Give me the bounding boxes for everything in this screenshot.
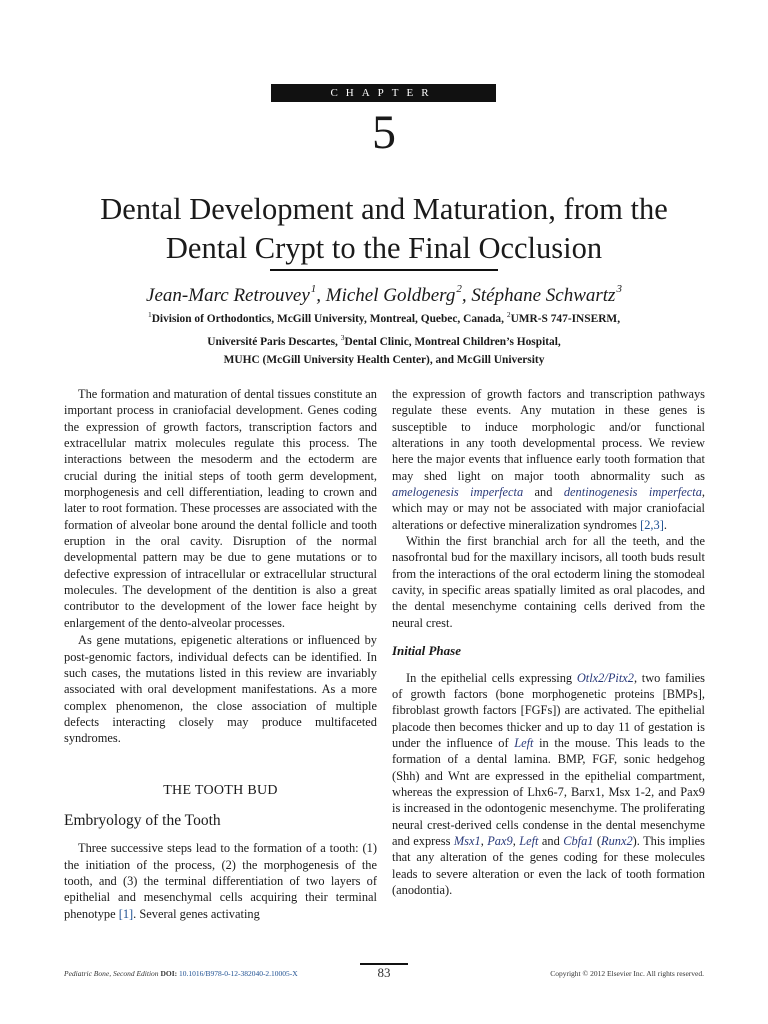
term: dentinogenesis imperfecta xyxy=(563,485,702,500)
author-affil-mark: 1 xyxy=(310,283,317,295)
gene-name: Left xyxy=(519,833,539,848)
citation-link[interactable]: [1] xyxy=(118,906,134,921)
author-name: Stéphane Schwartz xyxy=(471,285,616,306)
affil-text: UMR-S 747-INSERM, xyxy=(510,313,621,325)
gene-name: Msx1 xyxy=(453,833,481,848)
section-heading: THE TOOTH BUD xyxy=(163,782,278,798)
copyright: Copyright © 2012 Elsevier Inc. All rights reserved. xyxy=(550,969,704,978)
gene-name: Runx2 xyxy=(601,833,633,848)
doi-label: DOI: xyxy=(160,969,178,978)
paragraph xyxy=(392,670,705,899)
chapter-label: CHAPTER xyxy=(271,84,496,102)
page-number: 83 xyxy=(360,963,408,981)
gene-name: Cbfa1 xyxy=(563,833,594,848)
paragraph-text: ( xyxy=(593,833,602,848)
title-line-2: Dental Crypt to the Final Occlusion xyxy=(165,231,603,265)
paragraph-text: , xyxy=(512,833,520,848)
paragraph-text: , which may or may not be associated with major craniofacial alterations or defective mineralization syndromes xyxy=(392,485,706,532)
author-list: Jean-Marc Retrouvey$^1$, Michel Goldberg$^2$, Stéphane Schwartz$^3$ xyxy=(146,283,622,306)
gene-name: Otlx2/Pitx2 xyxy=(576,670,634,685)
paragraph: As gene mutations, epigenetic alterations or influenced by post-genomic factors, individual defects can be identified. In such cases, the mutations listed in this review are invariably associated with oral development manifestations. As a more complex phenomenon, the close association of multiple defects interacting closely may produce multifaceted syndromes. xyxy=(64,633,377,746)
term: amelogenesis imperfecta xyxy=(392,485,524,500)
affil-text: Université Paris Descartes, xyxy=(207,335,338,348)
footer-source xyxy=(64,969,298,978)
title-line-1: Dental Development and Maturation, from the xyxy=(100,192,668,226)
subheading: Initial Phase xyxy=(392,643,461,659)
affil-text: Dental Clinic, Montreal Children’s Hospital, xyxy=(344,335,561,348)
paragraph-text: Three successive steps lead to the formation of a tooth: (1) the initiation of the process, (2) the morphogenesis of the tooth, and (3) the terminal differentiation of two layers of epithelial and mesenchymal cells acquiring their terminal phenotype xyxy=(64,841,377,921)
citation-link[interactable]: [2,3] xyxy=(640,517,664,532)
paragraph-text: . xyxy=(663,517,667,532)
author-affil-mark: 2 xyxy=(456,283,462,295)
paragraph: The formation and maturation of dental tissues constitute an important process in craniofacial development. Genes coding the expression of growth factors, transcription factors and extracellular matrix molecules regulate this process. The interactions between the mesoderm and the ectoderm are crucial during the initial steps of tooth germ development, morphogenesis and cell differentiation, leading to crown and later to root formation. These processes are associated with the formation of alveolar bone around the dental follicle and tooth eruption in the oral cavity. Disruption of the normal developmental pattern may be due to gene mutations or to defective expression of intracellular or extracellular structural molecules. The development of the dentition is also a great contributor to the development of the lower face height by enlargement of the dento-alveolar processes. xyxy=(64,387,377,630)
book-title: Pediatric Bone, Second Edition xyxy=(64,969,159,978)
title-rule xyxy=(270,269,498,271)
subheading: Embryology of the Tooth xyxy=(64,811,221,829)
left-column xyxy=(64,386,377,922)
affil-mark: 1 xyxy=(147,310,152,319)
paragraph-text: , xyxy=(480,833,488,848)
paragraph-text: , two families of growth factors (bone morphogenetic proteins [BMPs], fibroblast growth factors [FGFs]) are activated. The epithelial placode then becomes thicker and up to day 11 of gestation is under the influence of xyxy=(392,670,705,750)
paragraph-text: In the epithelial cells expressing xyxy=(406,670,577,685)
author-affil-mark: 3 xyxy=(616,283,622,295)
chapter-number: 5 xyxy=(372,106,396,159)
paragraph-text: and xyxy=(538,833,564,848)
affil-text: Division of Orthodontics, McGill University, Montreal, Quebec, Canada, xyxy=(151,313,504,325)
affiliations xyxy=(80,306,688,370)
paragraph xyxy=(64,840,377,922)
paragraph-text: ). This implies that any alteration of the genes coding for these molecules leads to severe alteration or even the lack of tooth formation (anodontia). xyxy=(392,833,705,897)
paragraph xyxy=(392,386,705,533)
paragraph-text: . Several genes activating xyxy=(133,906,260,921)
right-column xyxy=(392,386,705,898)
paragraph: Within the first branchial arch for all the teeth, and the nasofrontal bud for the maxillary incisors, all tooth buds result from the interactions of the oral ectoderm lining the stomodeal cavity, in specific areas spatially limited as oral placodes, and the dental mesenchyme containing cells derived from the neural crest. xyxy=(392,534,705,630)
affil-mark: 2 xyxy=(506,310,511,319)
author-name: Jean-Marc Retrouvey xyxy=(146,285,310,306)
paragraph-text: and xyxy=(523,485,564,500)
paragraph-text: in the mouse. This leads to the formation of a dental lamina. BMP, FGF, sonic hedgehog (Shh) and Wnt are expressed in the epithelial compartment, whereas the expression of Lhx6-7, Barx1, Msx 1-2, and Pax9 is increased in the odontogenic mesenchyme. The proliferating neural crest-derived cells condense in the dental mesenchyme and express xyxy=(392,735,705,848)
author-name: Michel Goldberg xyxy=(325,285,456,306)
gene-name: Pax9 xyxy=(487,833,513,848)
affil-text: MUHC (McGill University Health Center), and McGill University xyxy=(223,354,545,366)
affil-mark: 3 xyxy=(340,332,345,342)
chapter-title xyxy=(40,190,728,268)
gene-name: Left xyxy=(514,735,534,750)
doi-link[interactable]: 10.1016/B978-0-12-382040-2.10005-X xyxy=(178,969,298,978)
paragraph-text: the expression of growth factors and transcription pathways regulate these events. Any mutation in these genes is susceptible to induce morphologic and/or functional alterations in any tooth developmental process. We review here the major events that influence early tooth formation that may shed light on major tooth abnormality such as xyxy=(392,387,705,483)
